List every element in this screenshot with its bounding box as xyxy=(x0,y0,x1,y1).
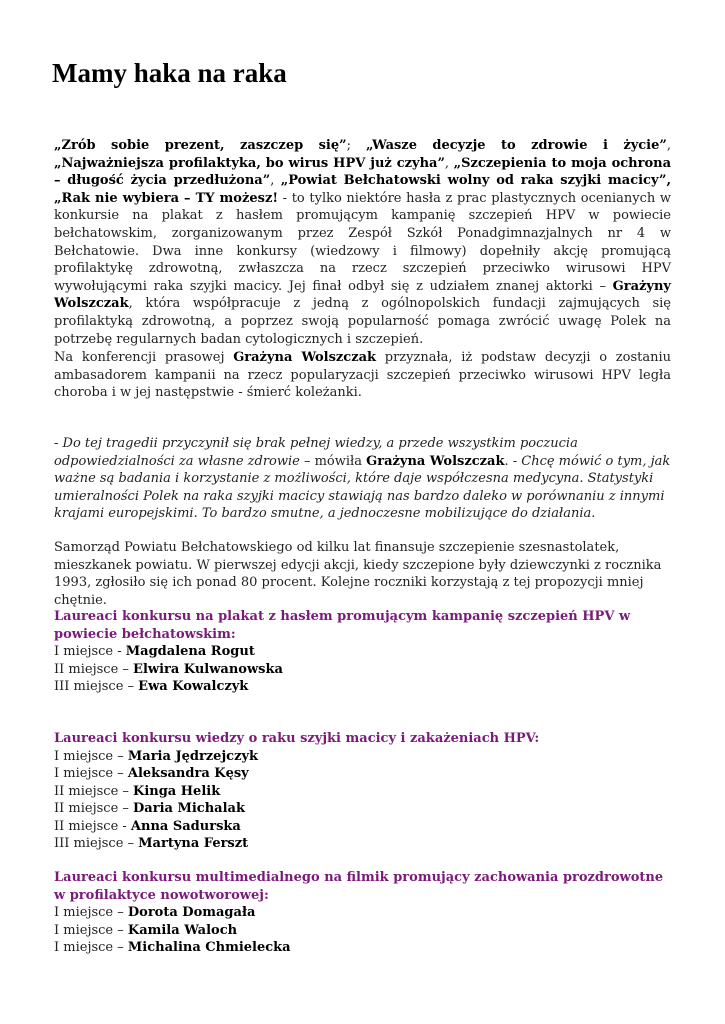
separator: , xyxy=(270,173,281,189)
place: I miejsce – xyxy=(54,748,128,764)
place: I miejsce – xyxy=(54,766,128,781)
slogan-5: „Powiat Bełchatowski wolny od raka szyjki macicy”, „Rak nie wybiera – TY możesz! xyxy=(54,173,671,206)
actress-name: Grażyna Wolszczak xyxy=(233,350,377,365)
quote-paragraph xyxy=(54,435,671,523)
page-title: Mamy haka na raka xyxy=(52,58,287,88)
winner-name: Ewa Kowalczyk xyxy=(138,679,249,694)
paragraph-text: Na konferencji prasowej xyxy=(54,350,234,365)
contest-knowledge-section xyxy=(54,730,671,853)
winner-row xyxy=(54,765,671,783)
winner-name: Kinga Helik xyxy=(133,783,221,799)
winner-row xyxy=(54,800,671,818)
separator: ; xyxy=(346,138,367,153)
place: II miejsce – xyxy=(54,661,134,677)
actress-name: Grażyny Wolszczak xyxy=(54,278,671,312)
separator: , xyxy=(666,138,671,153)
separator: , xyxy=(444,155,454,171)
place: I miejsce – xyxy=(54,922,128,938)
winner-row xyxy=(54,939,671,957)
winner-row xyxy=(54,643,671,661)
paragraph-text: przyznała, iż podstaw decyzji o zostaniu ambasadorem kampanii na rzecz popularyzacji szczepień przeciwko wirusowi HPV legła choroba i w jej następstwie - śmierć koleżanki. xyxy=(54,350,671,401)
contest-heading: Laureaci konkursu multimedialnego na filmik promujący zachowania prozdrowotne w profilaktyce nowotworowej: xyxy=(54,870,664,903)
contest-heading: Laureaci konkursu na plakat z hasłem promującym kampanię szczepień HPV w powiecie bełchatowskim: xyxy=(54,609,631,642)
contest-multimedia-section xyxy=(54,869,671,957)
place: I miejsce – xyxy=(54,940,128,955)
intro-text: - to tylko niektóre hasła z prac plastycznych ocenianych w konkursie na plakat z hasłem promującym kampanię szczepień HPV w powiecie bełchatowskim, zorganizowanym przez Zespół Szkół Ponadgimnazjalnych nr 4 w Bełchatowie. Dwa inne konkursy (wiedzowy i filmowy) dopełniły akcję promującą profilaktykę zdrowotną, zwłaszcza na rzecz szczepień przeciwko wirusowi HPV wywołującymi raka szyjki macicy. Jej finał odbył się z udziałem znanej aktorki – xyxy=(54,190,671,294)
winner-name: Kamila Waloch xyxy=(127,922,238,938)
slogan-4: „Szczepienia to moja ochrona – długość życia przedłużona” xyxy=(54,155,672,189)
winner-name: Elwira Kulwanowska xyxy=(133,661,283,677)
winner-name: Aleksandra Kęsy xyxy=(127,766,249,781)
winner-name: Daria Michalak xyxy=(133,801,245,816)
winner-name: Maria Jędrzejczyk xyxy=(127,748,259,764)
contest-poster-section xyxy=(54,608,671,696)
slogan-2: „Wasze decyzje to zdrowie i życie” xyxy=(366,138,667,153)
place: II miejsce – xyxy=(54,783,134,799)
winner-name: Dorota Domagała xyxy=(127,905,256,920)
attribution: – mówiła xyxy=(299,453,367,469)
intro-text-end: , która współpracuje z jedną z ogólnopolskich fundacji zajmujących się profilaktyką zdrowotną, a poprzez swoją popularność pomaga zwrócić uwagę Polek na potrzebę regularnych badan cytologicznych i szczepień. xyxy=(54,296,671,347)
actress-name: Grażyna Wolszczak xyxy=(366,453,505,469)
slogan-3: „Najważniejsza profilaktyka, bo wirus HPV już czyha” xyxy=(54,155,445,171)
winner-row xyxy=(54,835,671,853)
winner-name: Anna Sadurska xyxy=(130,818,241,834)
winner-row xyxy=(54,922,671,940)
winner-name: Magdalena Rogut xyxy=(125,644,255,659)
place: III miejsce – xyxy=(54,836,139,851)
winner-row xyxy=(54,661,671,679)
winner-row xyxy=(54,904,671,922)
place: II miejsce – xyxy=(54,801,134,816)
winner-row xyxy=(54,748,671,766)
winner-row xyxy=(54,818,671,836)
place: III miejsce – xyxy=(54,679,139,694)
contest-heading: Laureaci konkursu wiedzy o raku szyjki macicy i zakażeniach HPV: xyxy=(54,731,540,746)
slogan-1: „Zrób sobie prezent, zaszczep się” xyxy=(54,138,347,153)
winner-name: Michalina Chmielecka xyxy=(127,940,291,955)
quote-text-continued: Chcę mówić o tym, jak ważne są badania i korzystanie z możliwości, które daje współczesna medycyna. Statystyki umieralności Polek na raka szyjki macicy stawiają nas bardzo daleko w porównaniu z innymi krajami europejskimi. To bardzo smutne, a jednoczesne mobilizujące do działania. xyxy=(54,453,671,522)
winner-row xyxy=(54,783,671,801)
place: II miejsce - xyxy=(54,818,131,834)
place: I miejsce - xyxy=(54,644,126,659)
intro-paragraph xyxy=(54,137,671,348)
attribution: . - xyxy=(504,453,522,469)
place: I miejsce – xyxy=(54,905,128,920)
winner-name: Martyna Ferszt xyxy=(138,836,249,851)
conference-paragraph xyxy=(54,349,671,402)
winner-row xyxy=(54,678,671,696)
quote-text: - Do tej tragedii przyczynił się brak pełnej wiedzy, a przede wszystkim poczucia odpowiedzialności za własne zdrowie xyxy=(54,436,578,469)
funding-paragraph: Samorząd Powiatu Bełchatowskiego od kilku lat finansuje szczepienie szesnastolatek, mieszkanek powiatu. W pierwszej edycji akcji, kiedy szczepione były dziewczynki z rocznika 1993, zgłosiło się ich ponad 80 procent. Kolejne roczniki korzystają z tej propozycji mniej chętnie. xyxy=(54,540,662,608)
